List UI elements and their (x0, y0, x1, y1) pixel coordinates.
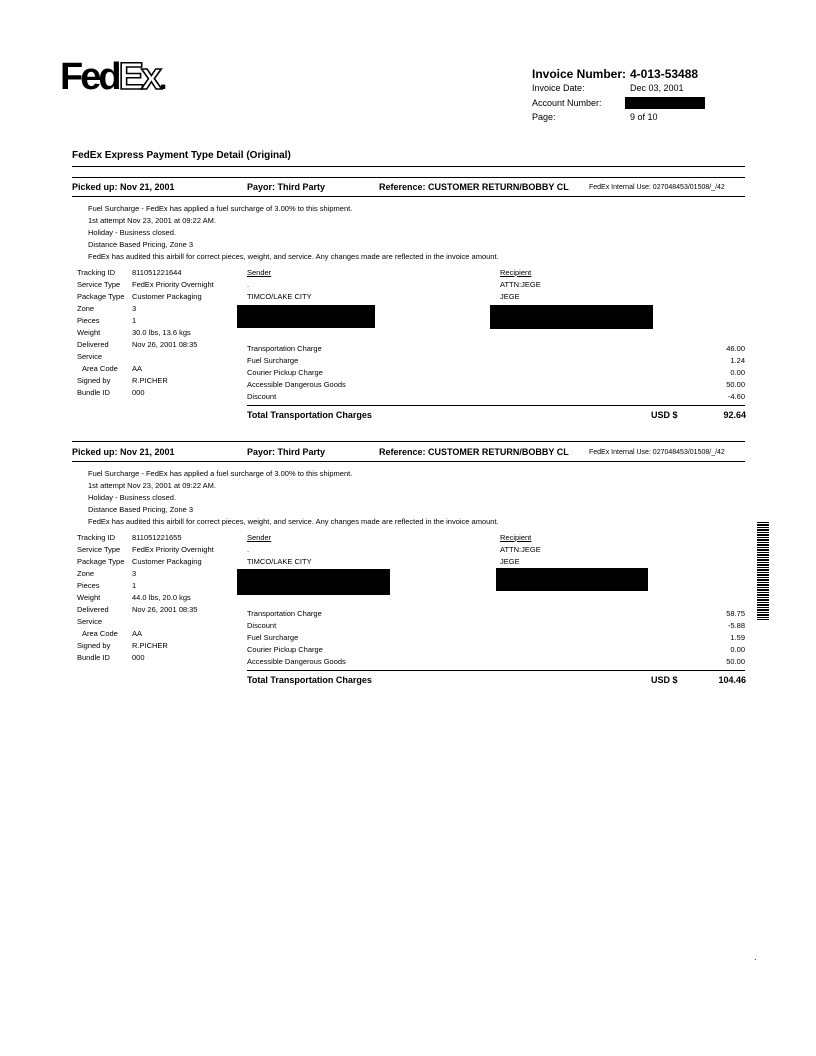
detail-row: Package Type Customer Packaging (77, 557, 202, 566)
note-line: Fuel Surcharge - FedEx has applied a fuel surcharge of 3.00% to this shipment. (88, 469, 353, 478)
shipment-notes (88, 468, 499, 528)
charge-label: Transportation Charge (247, 609, 322, 618)
charge-label: Accessible Dangerous Goods (247, 380, 346, 389)
sender-block (247, 532, 312, 568)
recipient-line: ATTN:JEGE (500, 545, 541, 554)
charge-amount: 46.00 (726, 344, 745, 353)
charge-label: Transportation Charge (247, 344, 322, 353)
detail-row: Zone 3 (77, 304, 137, 313)
charge-label: Accessible Dangerous Goods (247, 657, 346, 666)
shipment-details (77, 267, 214, 399)
detail-row: Signed by R.PICHER (77, 376, 168, 385)
invoice-date-label: Invoice Date: (532, 83, 585, 93)
charge-amount: 0.00 (730, 645, 745, 654)
detail-row: Service Type FedEx Priority Overnight (77, 280, 214, 289)
recipient-line: ATTN:JEGE (500, 280, 541, 289)
sender-line: TIMCO/LAKE CITY (247, 292, 312, 301)
redacted-sender-address (237, 569, 390, 595)
detail-row: Delivered Nov 26, 2001 08:35 (77, 340, 198, 349)
detail-row: Bundle ID 000 (77, 653, 145, 662)
sender-label: Sender (247, 268, 272, 277)
picked-up-date: Picked up: Nov 21, 2001 (72, 447, 175, 457)
charge-amount: 50.00 (726, 380, 745, 389)
charge-label: Discount (247, 621, 277, 630)
charge-amount: 1.24 (730, 356, 745, 365)
detail-row: Area Code AA (82, 364, 143, 373)
sender-block (247, 267, 312, 303)
charge-label: Courier Pickup Charge (247, 645, 323, 654)
barcode (757, 522, 769, 620)
charges-amounts (680, 343, 745, 403)
footer-mark: . (754, 952, 757, 962)
redacted-recipient-address (490, 305, 653, 329)
internal-use: FedEx Internal Use: 027048453/01508/_/42 (589, 449, 725, 456)
charges-labels (247, 343, 346, 403)
sender-line: TIMCO/LAKE CITY (247, 557, 312, 566)
detail-row: Bundle ID 000 (77, 388, 145, 397)
section-title: FedEx Express Payment Type Detail (Original) (72, 150, 291, 161)
reference: Reference: CUSTOMER RETURN/BOBBY CL (379, 182, 569, 192)
total-label: Total Transportation Charges (247, 675, 372, 685)
redacted-sender-address (237, 305, 375, 328)
detail-row: Package Type Customer Packaging (77, 292, 202, 301)
currency: USD $ (651, 410, 678, 420)
charge-amount: 50.00 (726, 657, 745, 666)
note-line: Holiday - Business closed. (88, 493, 176, 502)
invoice-number-label: Invoice Number: (532, 67, 627, 81)
recipient-label: Recipient (500, 268, 532, 277)
invoice-number: 4-013-53488 (630, 67, 699, 81)
currency: USD $ (651, 675, 678, 685)
note-line: FedEx has audited this airbill for correct pieces, weight, and service. Any changes made are reflected in the invoice amount. (88, 252, 499, 261)
payor: Payor: Third Party (247, 447, 326, 457)
detail-row: Delivered Nov 26, 2001 08:35 (77, 605, 198, 614)
recipient-line: JEGE (500, 292, 520, 301)
total-amount: 92.64 (723, 410, 746, 420)
charge-label: Courier Pickup Charge (247, 368, 323, 377)
divider (72, 441, 745, 442)
detail-row: Service (77, 617, 103, 626)
note-line: Fuel Surcharge - FedEx has applied a fuel surcharge of 3.00% to this shipment. (88, 204, 353, 213)
note-line: 1st attempt Nov 23, 2001 at 09:22 AM. (88, 481, 216, 490)
redacted-recipient-address (496, 568, 648, 591)
detail-row: Service Type FedEx Priority Overnight (77, 545, 214, 554)
charge-amount: 0.00 (730, 368, 745, 377)
recipient-block (500, 267, 541, 303)
recipient-block (500, 532, 541, 568)
account-number-label: Account Number: (532, 98, 602, 108)
picked-up-date: Picked up: Nov 21, 2001 (72, 182, 175, 192)
internal-use: FedEx Internal Use: 027048453/01508/_/42 (589, 184, 725, 191)
total-divider (247, 405, 745, 406)
recipient-line: JEGE (500, 557, 520, 566)
reference: Reference: CUSTOMER RETURN/BOBBY CL (379, 447, 569, 457)
shipment-notes (88, 203, 499, 263)
sender-line: . (247, 280, 250, 289)
invoice-date: Dec 03, 2001 (630, 83, 684, 93)
shipment-details (77, 532, 214, 664)
note-line: Distance Based Pricing, Zone 3 (88, 240, 194, 249)
note-line: Holiday - Business closed. (88, 228, 176, 237)
charge-amount: -4.60 (727, 392, 745, 401)
charge-label: Fuel Surcharge (247, 356, 299, 365)
divider (72, 196, 745, 197)
detail-row: Signed by R.PICHER (77, 641, 168, 650)
charge-label: Discount (247, 392, 277, 401)
note-line: 1st attempt Nov 23, 2001 at 09:22 AM. (88, 216, 216, 225)
page-number: 9 of 10 (630, 112, 658, 122)
charges-amounts (680, 608, 745, 668)
detail-row: Tracking ID 811051221644 (77, 268, 182, 277)
detail-row: Weight 44.0 lbs, 20.0 kgs (77, 593, 191, 602)
total-amount: 104.46 (718, 675, 746, 685)
detail-row: Pieces 1 (77, 581, 137, 590)
detail-row: Area Code AA (82, 629, 143, 638)
charge-amount: 1.59 (730, 633, 745, 642)
redacted-account-number (625, 97, 705, 109)
detail-row: Tracking ID 811051221655 (77, 533, 182, 542)
note-line: FedEx has audited this airbill for correct pieces, weight, and service. Any changes made are reflected in the invoice amount. (88, 517, 499, 526)
detail-row: Pieces 1 (77, 316, 137, 325)
divider (72, 177, 745, 178)
payor: Payor: Third Party (247, 182, 326, 192)
detail-row: Zone 3 (77, 569, 137, 578)
charge-label: Fuel Surcharge (247, 633, 299, 642)
total-label: Total Transportation Charges (247, 410, 372, 420)
detail-row: Service (77, 352, 103, 361)
charges-labels (247, 608, 346, 668)
divider (72, 461, 745, 462)
charge-amount: 58.75 (726, 609, 745, 618)
detail-row: Weight 30.0 lbs, 13.6 kgs (77, 328, 191, 337)
charge-amount: -5.88 (727, 621, 745, 630)
page-label: Page: (532, 112, 556, 122)
total-divider (247, 670, 745, 671)
divider (72, 166, 745, 167)
sender-line: . (247, 545, 250, 554)
recipient-label: Recipient (500, 533, 532, 542)
sender-label: Sender (247, 533, 272, 542)
fedex-logo: FedEx. (60, 56, 168, 98)
note-line: Distance Based Pricing, Zone 3 (88, 505, 194, 514)
